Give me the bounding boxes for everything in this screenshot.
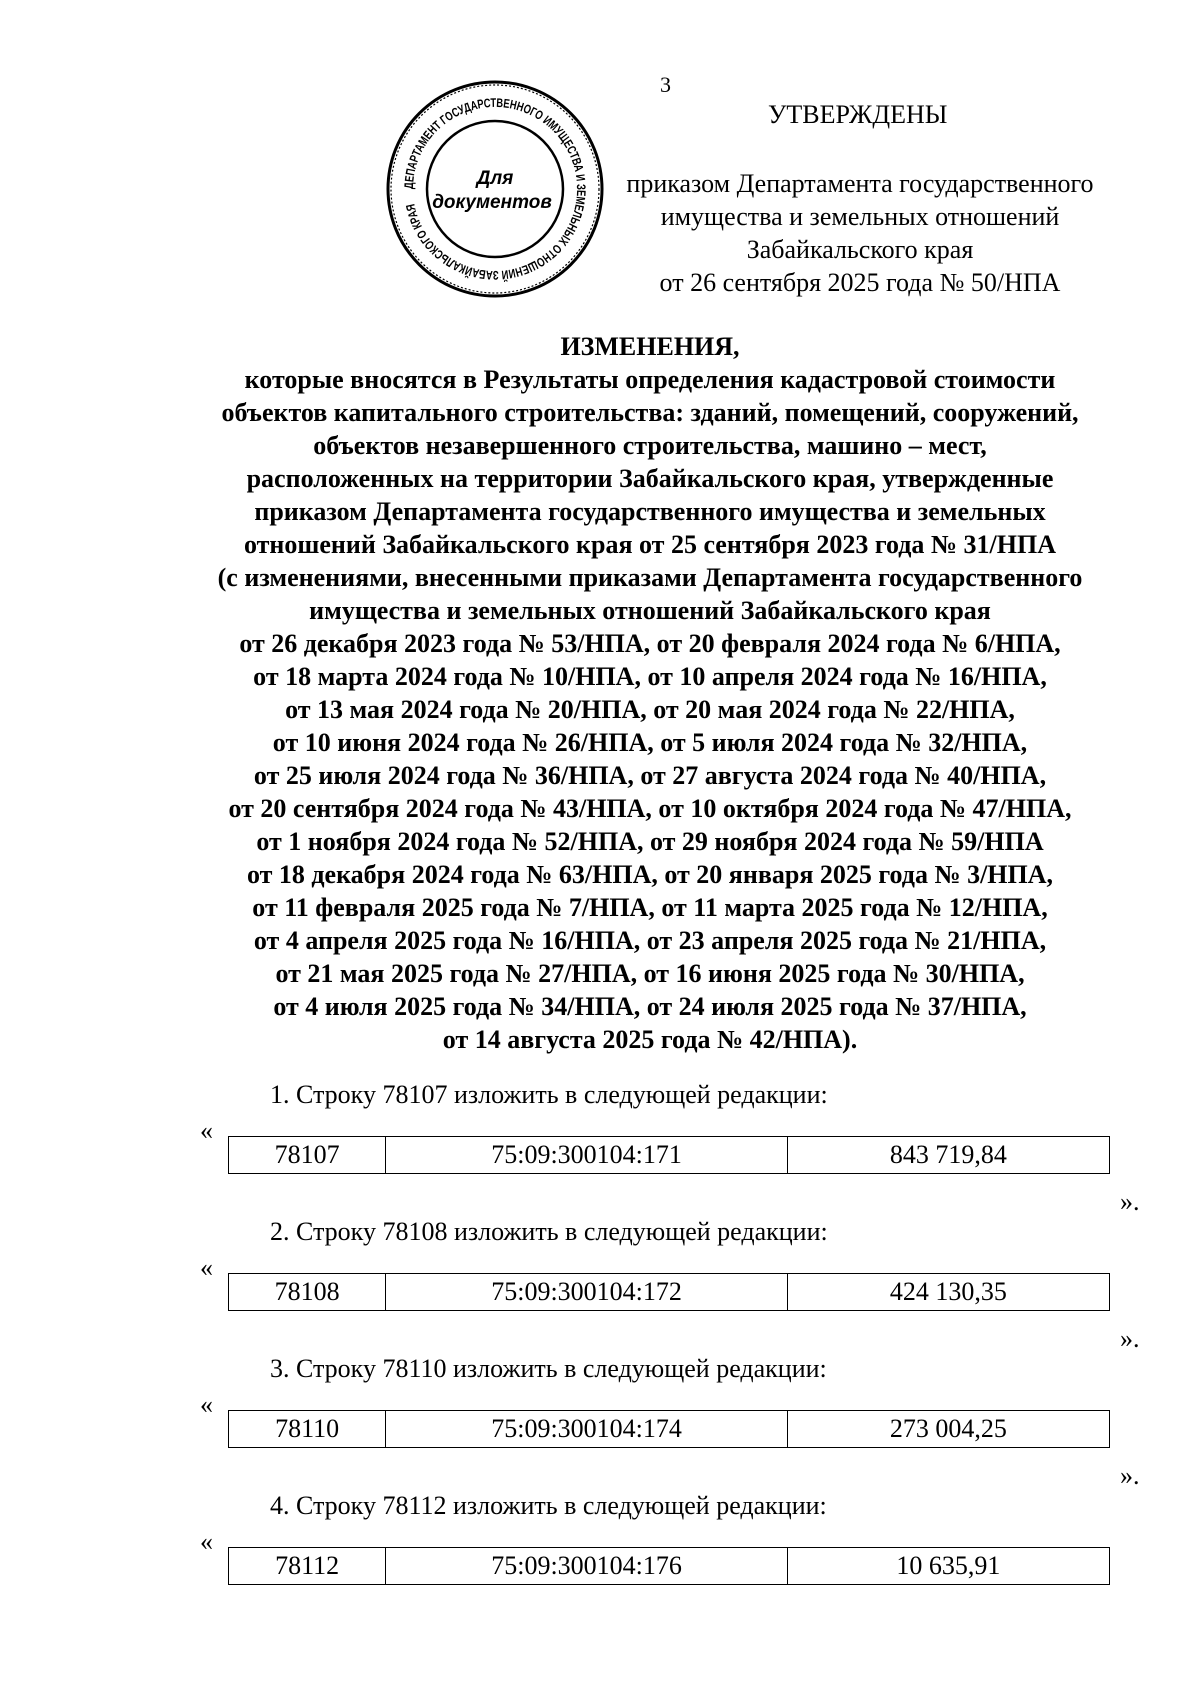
row-table: [228, 1410, 1110, 1448]
item-label: 3. Строку 78110 изложить в следующей редакции:: [270, 1354, 827, 1383]
title-line: которые вносятся в Результаты определения кадастровой стоимости: [244, 365, 1056, 394]
title-line: расположенных на территории Забайкальского края, утвержденные: [246, 464, 1054, 493]
quote-close: ».: [1120, 1187, 1140, 1216]
row-table: [228, 1136, 1110, 1174]
quote-close: ».: [1120, 1324, 1140, 1353]
stamp-ring-text: ДЕПАРТАМЕНТ ГОСУДАРСТВЕННОГО ИМУЩЕСТВА И ЗЕМЕЛЬНЫХ ОТНОШЕНИЙ ЗАБАЙКАЛЬСКОГО КРАЯ: [401, 95, 589, 283]
table-row: [229, 1411, 1110, 1448]
approval-line: приказом Департамента государственного: [626, 169, 1094, 198]
cadastral-value-cell: 843 719,84: [787, 1137, 1109, 1174]
row-number-cell: 78108: [229, 1274, 386, 1311]
title-line: от 26 декабря 2023 года № 53/НПА, от 20 февраля 2024 года № 6/НПА,: [239, 629, 1061, 658]
document-title: [150, 330, 1150, 1056]
row-number-cell: 78107: [229, 1137, 386, 1174]
title-line: имущества и земельных отношений Забайкальского края: [309, 596, 991, 625]
title-line: от 18 декабря 2024 года № 63/НПА, от 20 января 2025 года № 3/НПА,: [246, 860, 1054, 889]
row-table: [228, 1547, 1110, 1585]
table-row: [229, 1137, 1110, 1174]
title-line: от 1 ноября 2024 года № 52/НПА, от 29 ноября 2024 года № 59/НПА: [256, 827, 1044, 856]
title-line: от 20 сентября 2024 года № 43/НПА, от 10 октября 2024 года № 47/НПА,: [228, 794, 1072, 823]
title-line: от 14 августа 2025 года № 42/НПА).: [442, 1025, 858, 1054]
quote-close: ».: [1120, 1461, 1140, 1490]
title-line: от 4 июля 2025 года № 34/НПА, от 24 июля 2025 года № 37/НПА,: [273, 992, 1027, 1021]
cadastral-value-cell: 10 635,91: [787, 1548, 1109, 1585]
department-stamp: [384, 78, 606, 300]
title-line: объектов незавершенного строительства, машино – мест,: [313, 431, 987, 460]
quote-open: «: [200, 1253, 213, 1282]
title-line: от 21 мая 2025 года № 27/НПА, от 16 июня 2025 года № 30/НПА,: [275, 959, 1025, 988]
table-row: [229, 1548, 1110, 1585]
title-line: от 25 июля 2024 года № 36/НПА, от 27 августа 2024 года № 40/НПА,: [253, 761, 1047, 790]
row-table: [228, 1273, 1110, 1311]
item-label: 4. Строку 78112 изложить в следующей редакции:: [270, 1491, 827, 1520]
approval-block: [600, 167, 1120, 299]
quote-open: «: [200, 1116, 213, 1145]
quote-open: «: [200, 1527, 213, 1556]
title-line: от 10 июня 2024 года № 26/НПА, от 5 июля 2024 года № 32/НПА,: [272, 728, 1028, 757]
table-row: [229, 1274, 1110, 1311]
approval-heading: УТВЕРЖДЕНЫ: [768, 100, 948, 129]
title-line: (с изменениями, внесенными приказами Департамента государственного: [217, 563, 1083, 592]
cadastral-number-cell: 75:09:300104:172: [386, 1274, 787, 1311]
cadastral-number-cell: 75:09:300104:174: [386, 1411, 787, 1448]
item-label: 2. Строку 78108 изложить в следующей редакции:: [270, 1217, 828, 1246]
title-line: приказом Департамента государственного имущества и земельных: [254, 497, 1046, 526]
title-line: от 11 февраля 2025 года № 7/НПА, от 11 марта 2025 года № 12/НПА,: [252, 893, 1048, 922]
row-number-cell: 78110: [229, 1411, 386, 1448]
cadastral-value-cell: 273 004,25: [787, 1411, 1109, 1448]
title-line: от 13 мая 2024 года № 20/НПА, от 20 мая 2024 года № 22/НПА,: [285, 695, 1015, 724]
stamp-center-line-1: Для: [476, 168, 514, 189]
stamp-center-line-2: документов: [432, 192, 552, 213]
approval-line: от 26 сентября 2025 года № 50/НПА: [659, 268, 1061, 297]
approval-line: Забайкальского края: [746, 235, 974, 264]
title-line: от 4 апреля 2025 года № 16/НПА, от 23 апреля 2025 года № 21/НПА,: [253, 926, 1047, 955]
page-number: 3: [660, 72, 671, 97]
cadastral-value-cell: 424 130,35: [787, 1274, 1109, 1311]
title-line: от 18 марта 2024 года № 10/НПА, от 10 апреля 2024 года № 16/НПА,: [253, 662, 1047, 691]
row-number-cell: 78112: [229, 1548, 386, 1585]
cadastral-number-cell: 75:09:300104:176: [386, 1548, 787, 1585]
quote-open: «: [200, 1390, 213, 1419]
item-label: 1. Строку 78107 изложить в следующей редакции:: [270, 1080, 828, 1109]
title-line: отношений Забайкальского края от 25 сентября 2023 года № 31/НПА: [243, 530, 1056, 559]
title-heading: ИЗМЕНЕНИЯ,: [560, 332, 740, 361]
title-line: объектов капитального строительства: зданий, помещений, сооружений,: [221, 398, 1079, 427]
approval-line: имущества и земельных отношений: [660, 202, 1060, 231]
cadastral-number-cell: 75:09:300104:171: [386, 1137, 787, 1174]
